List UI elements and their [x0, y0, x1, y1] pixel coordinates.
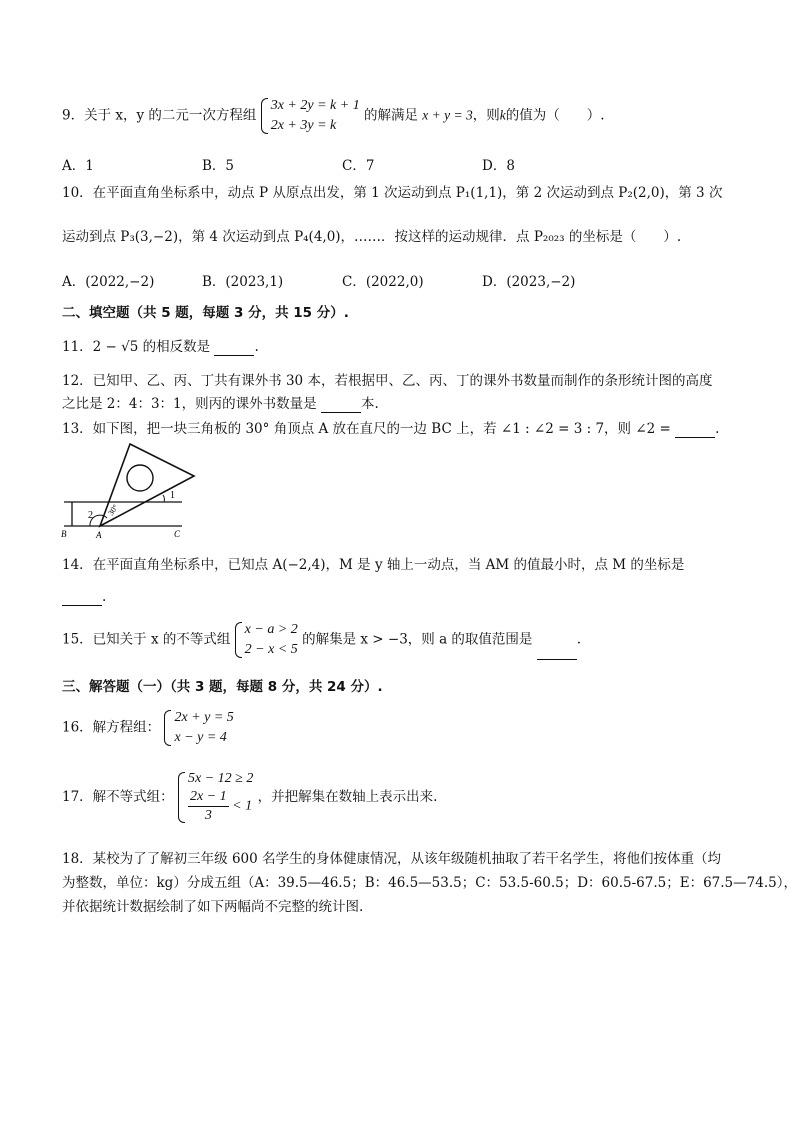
q15-answer-blank — [537, 645, 577, 660]
q9-option-d: D．8 — [482, 158, 515, 174]
q16-prompt: 16．解方程组： — [62, 719, 161, 736]
q17-fraction — [188, 788, 229, 825]
q17-denominator: 3 — [204, 808, 212, 823]
q17-inequality-system — [178, 770, 253, 825]
q9-equation-system — [261, 96, 360, 136]
q10-option-a: A．(2022,−2) — [62, 274, 155, 290]
q15-ineq-2: 2 − x < 5 — [244, 642, 298, 657]
q9-option-a: A．1 — [62, 158, 94, 174]
label-point-a: A — [96, 530, 102, 540]
q17-post: ，并把解集在数轴上表示出来. — [257, 789, 438, 805]
section-2-heading: 二、填空题（共 5 题，每题 3 分，共 15 分）. — [62, 305, 349, 321]
q12-post: 本. — [360, 396, 379, 412]
question-18-line-3: 并依据统计数据绘制了如下两幅尚不完整的统计图. — [62, 899, 364, 915]
q9-option-c: C．7 — [342, 158, 375, 174]
q15-ineq-1: x − a > 2 — [244, 622, 298, 637]
label-30-degrees: 30° — [106, 502, 121, 518]
question-14-line-2 — [62, 588, 754, 606]
label-point-b: B — [61, 529, 67, 539]
set-square-hole — [127, 465, 153, 491]
q17-relation: < 1 — [232, 798, 253, 814]
q9-equation-1: 3x + 2y = k + 1 — [270, 98, 360, 113]
question-10-line-1: 10．在平面直角坐标系中，动点 P 从原点出发，第 1 次运动到点 P₁(1,1)，第 2 次运动到点 P₂(2,0)，第 3 次 — [62, 185, 723, 201]
question-9 — [62, 96, 754, 136]
q16-equation-system — [164, 708, 233, 748]
question-11 — [62, 338, 754, 356]
q10-option-c: C．(2022,0) — [342, 274, 424, 290]
question-12-line-2 — [62, 395, 754, 413]
q15-post: . — [576, 631, 582, 648]
q12-line-2-text: 之比是 2：4：3：1，则丙的课外书数量是 — [62, 396, 317, 412]
question-17 — [62, 770, 754, 825]
question-18-line-1: 18．某校为了了解初三年级 600 名学生的身体健康情况，从该年级随机抽取了若干名学生，将他们按体重（均 — [62, 851, 722, 867]
q17-numerator: 2x − 1 — [188, 788, 229, 807]
q14-post: . — [102, 589, 107, 605]
q16-equation-1: 2x + y = 5 — [174, 710, 234, 725]
question-13 — [62, 420, 754, 438]
q12-answer-blank — [321, 398, 361, 413]
angle-1-arc — [163, 495, 164, 502]
q13-answer-blank — [675, 423, 715, 438]
q15-prompt: 15．已知关于 x 的不等式组 — [62, 631, 231, 648]
q10-option-b: B．(2023,1) — [202, 274, 284, 290]
q13-prompt: 13．如下图，把一块三角板的 30° 角顶点 A 放在直尺的一边 BC 上，若 ∠1 : ∠2 = 3 : 7，则 ∠2 = — [62, 421, 671, 437]
q14-answer-blank — [62, 591, 102, 606]
section-3-heading: 三、解答题（一）（共 3 题，每题 8 分，共 24 分）. — [62, 679, 383, 695]
question-14-line-1: 14．在平面直角坐标系中，已知点 A(−2,4)，M 是 y 轴上一动点，当 AM 的值最小时，点 M 的坐标是 — [62, 557, 685, 573]
question-16 — [62, 708, 754, 748]
question-10-line-2: 运动到点 P₃(3,−2)，第 4 次运动到点 P₄(4,0)，……．按这样的运动规律．点 P₂₀₂₃ 的坐标是（ ）. — [62, 229, 682, 245]
q9-prompt: 9．关于 x，y 的二元一次方程组 — [62, 107, 257, 124]
question-18-line-2: 为整数，单位：kg）分成五组（A：39.5—46.5；B：46.5—53.5；C：53.5-60.5；D：60.5-67.5；E：67.5—74.5）， — [62, 875, 797, 891]
q11-answer-blank — [214, 341, 254, 356]
label-angle-1: 1 — [170, 490, 175, 501]
q11-post: . — [254, 339, 259, 355]
question-15 — [62, 620, 754, 660]
q9-equation-2: 2x + 3y = k — [270, 118, 337, 133]
q9-condition: x + y = 3 — [422, 107, 473, 123]
q10-option-d: D．(2023,−2) — [482, 274, 576, 290]
question-12-line-1: 12．已知甲、乙、丙、丁共有课外书 30 本，若根据甲、乙、丙、丁的课外书数量而制作的条形统计图的高度 — [62, 373, 713, 389]
q9-post-text: ，则 — [472, 107, 500, 124]
q11-prompt: 11．2 − √5 的相反数是 — [62, 339, 211, 355]
q13-post: . — [715, 421, 720, 437]
q9-mid-text: 的解满足 — [364, 107, 418, 124]
q13-figure — [62, 440, 202, 540]
q9-tail-text: 的值为（ ）. — [505, 107, 605, 124]
q9-option-b: B．5 — [202, 158, 235, 174]
q15-inequality-system — [235, 620, 298, 660]
label-point-c: C — [174, 529, 181, 539]
q9-variable: k — [499, 107, 506, 123]
q15-mid-text: 的解集是 x > −3，则 a 的取值范围是 — [302, 631, 533, 648]
q17-ineq-1: 5x − 12 ≥ 2 — [187, 771, 254, 786]
q17-ineq-2 — [188, 788, 253, 825]
q17-prompt: 17．解不等式组： — [62, 789, 174, 805]
q16-equation-2: x − y = 4 — [174, 730, 227, 745]
label-angle-2: 2 — [88, 510, 93, 521]
